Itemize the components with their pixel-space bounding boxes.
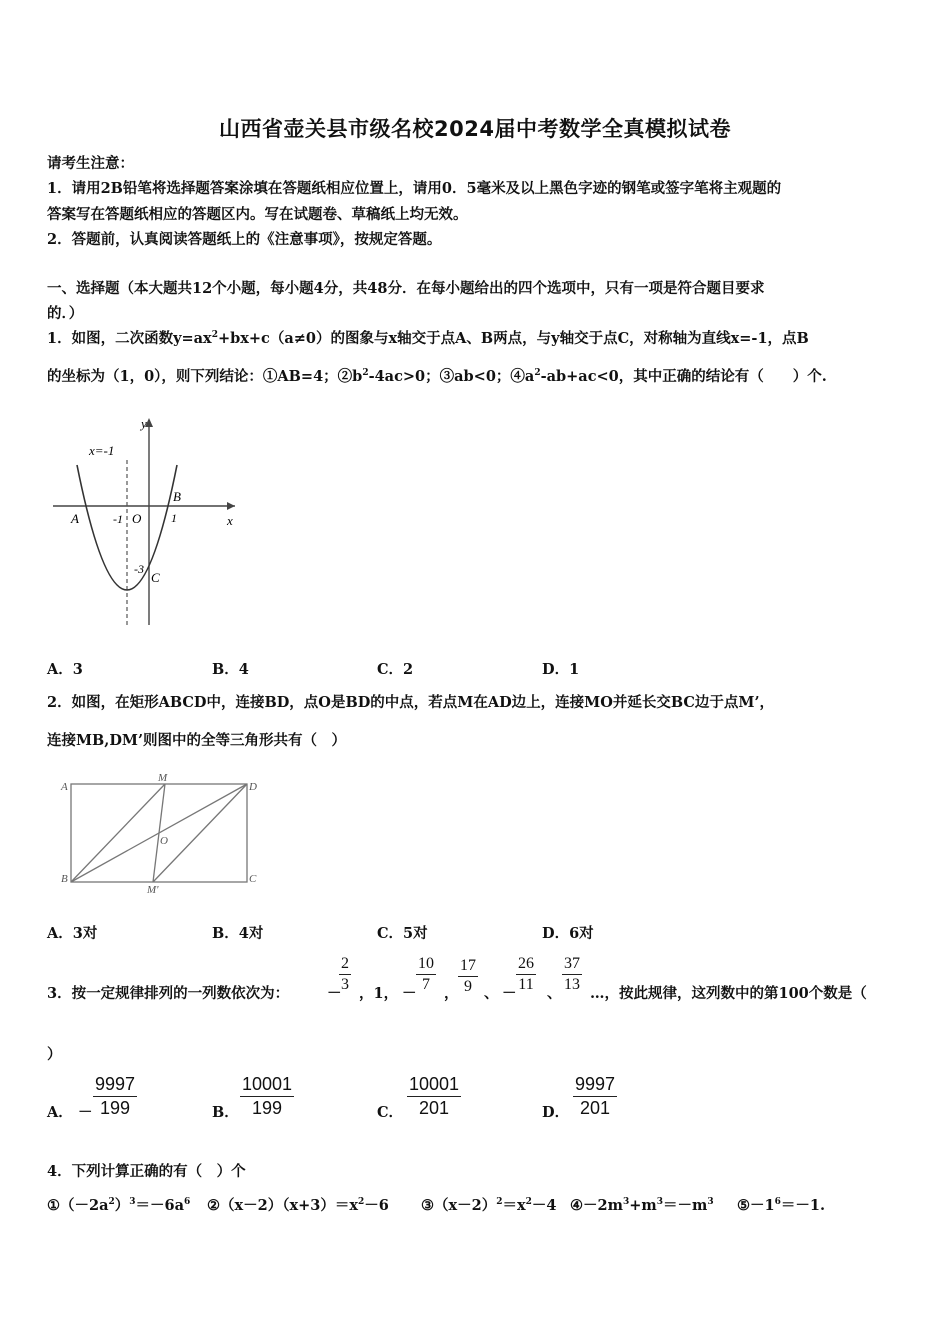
- q3-separator-3: 、: [484, 985, 499, 1002]
- point-c-label: C: [151, 570, 160, 585]
- section-heading-line-2: 的．）: [47, 305, 84, 322]
- point-c-label: C: [249, 873, 257, 885]
- point-d-label: D: [249, 781, 257, 793]
- page-title: 山西省壶关县市级名校2024届中考数学全真模拟试卷: [219, 117, 731, 141]
- q2-rectangle-figure: [55, 770, 265, 895]
- point-a-label: A: [61, 781, 68, 793]
- q3-option-a-fraction[interactable]: 9997 199: [95, 1074, 136, 1118]
- notice-line-3: 2．答题前，认真阅读答题纸上的《注意事项》，按规定答题。: [47, 231, 442, 248]
- segment-dm-prime: [153, 784, 247, 882]
- q2-option-a[interactable]: A．3对: [47, 925, 98, 942]
- segment-mb: [71, 784, 165, 882]
- q4-item-3: $③(x-2)^2=x^2-4$: [421, 1197, 557, 1214]
- q1-stem-line-1: 1．如图，二次函数$y=ax^2+bx+c(a\ne 0)$的图象与x轴交于点A、B两点，与y轴交于点C，对称轴为直线x=-1，点B: [47, 330, 809, 347]
- q3-stem-tail: …，按此规律，这列数中的第100个数是（: [590, 985, 867, 1002]
- point-m-label: M: [158, 772, 168, 784]
- symmetry-axis-label: x=-1: [89, 443, 115, 458]
- q1-option-a[interactable]: A．3: [47, 661, 83, 678]
- q3-option-d-fraction[interactable]: 9997 201: [575, 1074, 616, 1118]
- q3-separator-1: ，1，: [359, 985, 399, 1002]
- q2-stem-line-2: 连接MB,DM’则图中的全等三角形共有（ ）: [47, 732, 347, 749]
- q3-option-b-label[interactable]: B．: [212, 1104, 239, 1121]
- x-axis-label: x: [227, 513, 233, 528]
- point-b-label: B: [173, 489, 181, 504]
- q3-stem-prefix: 3．按一定规律排列的一列数依次为：: [47, 985, 290, 1002]
- q3-minus-2: －: [402, 985, 417, 1002]
- q3-separator-4: 、: [547, 985, 562, 1002]
- point-a-label: A: [71, 511, 79, 526]
- tick-one-label: 1: [171, 511, 177, 525]
- section-heading-line-1: 一、选择题（本大题共12个小题，每小题4分，共48分．在每小题给出的四个选项中，只有一项是符合题目要求: [47, 280, 765, 297]
- q3-option-b-fraction[interactable]: 10001 199: [242, 1074, 293, 1118]
- q2-option-b[interactable]: B．4对: [212, 925, 264, 942]
- origin-label: O: [132, 511, 142, 526]
- point-o-label: O: [160, 835, 168, 847]
- y-axis-label: y: [141, 416, 147, 431]
- q3-fraction-2: 10 7: [418, 955, 434, 993]
- notice-heading: 请考生注意：: [47, 155, 134, 172]
- q4-item-1: $①(-2a^2)^3=-6a^6$: [47, 1197, 191, 1214]
- notice-line-2: 答案写在答题纸相应的答题区内。写在试题卷、草稿纸上均无效。: [47, 206, 468, 223]
- q4-item-2: $②(x-2)(x+3)=x^2-6$: [207, 1197, 389, 1214]
- q1-option-d[interactable]: D．1: [542, 661, 580, 678]
- q3-option-d-label[interactable]: D．: [542, 1104, 570, 1121]
- q1-option-b[interactable]: B．4: [212, 661, 249, 678]
- q4-item-5: $⑤-1^6=-1$.: [737, 1197, 825, 1214]
- q4-item-4: $④-2m^3+m^3=-m^3$: [570, 1197, 714, 1214]
- segment-mm: [153, 784, 165, 882]
- tick-minus-one-label: -1: [113, 512, 123, 526]
- q1-option-c[interactable]: C．2: [377, 661, 414, 678]
- q3-option-c-label[interactable]: C．: [377, 1104, 404, 1121]
- q1-stem-line-2: 的坐标为（1，0），则下列结论：①AB=4；$②b^2-4ac>0$；③ab<0；$④a^2-ab+ac<0$，其中正确的结论有（ ）个.: [47, 368, 827, 385]
- q2-stem-line-1: 2．如图，在矩形ABCD中，连接BD，点O是BD的中点，若点M在AD边上，连接MO并延长交BC边于点M’，: [47, 694, 774, 711]
- q3-fraction-4: 26 11: [518, 955, 534, 993]
- tick-minus-three-label: -3: [134, 562, 144, 576]
- q3-minus-3: －: [502, 985, 517, 1002]
- q3-fraction-3: 17 9: [460, 957, 476, 995]
- q3-option-c-fraction[interactable]: 10001 201: [409, 1074, 460, 1118]
- q3-option-a-sign: －: [78, 1104, 93, 1121]
- q3-option-a-label[interactable]: A．: [47, 1104, 73, 1121]
- q3-separator-2: ，: [444, 985, 459, 1002]
- point-m-prime-label: M': [147, 884, 159, 895]
- q4-stem: 4．下列计算正确的有（ ）个: [47, 1163, 246, 1180]
- x-axis-arrow: [227, 502, 235, 510]
- notice-line-1: 1．请用2B铅笔将选择题答案涂填在答题纸相应位置上，请用0．5毫米及以上黑色字迹的钢笔或签字笔将主观题的: [47, 180, 782, 197]
- q3-stem-close: ）: [47, 1046, 62, 1063]
- q2-option-c[interactable]: C．5对: [377, 925, 428, 942]
- point-b-label: B: [61, 873, 68, 885]
- q2-option-d[interactable]: D．6对: [542, 925, 594, 942]
- q3-fraction-5: 37 13: [564, 955, 580, 993]
- q1-parabola-figure: [45, 410, 255, 635]
- q3-minus-1: －: [327, 985, 342, 1002]
- q3-fraction-1: 2 3: [341, 955, 349, 993]
